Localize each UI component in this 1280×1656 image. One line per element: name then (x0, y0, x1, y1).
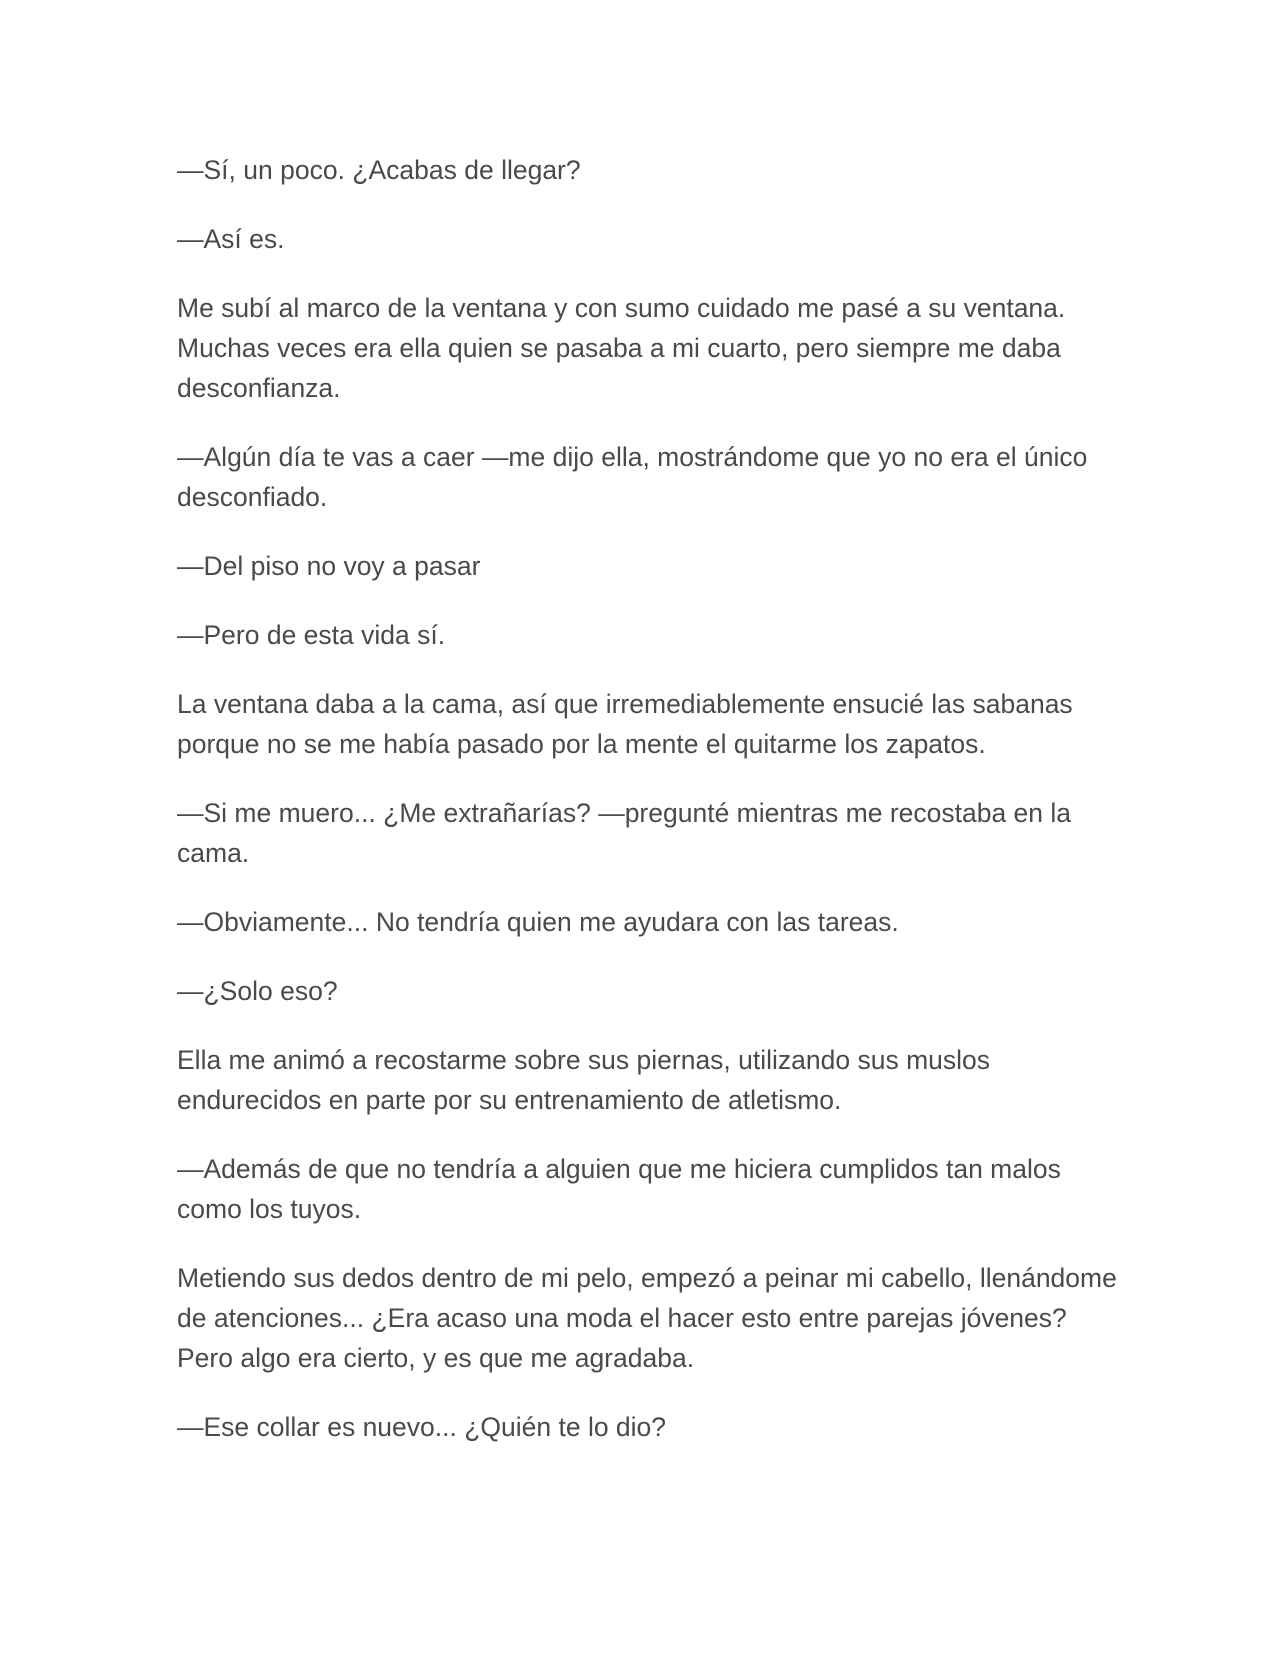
paragraph: —Si me muero... ¿Me extrañarías? —pregunté mientras me recostaba en la cama. (177, 798, 1072, 868)
paragraph: —Así es. (177, 224, 285, 254)
paragraph: Metiendo sus dedos dentro de mi pelo, empezó a peinar mi cabello, llenándome de atenciones... ¿Era acaso una moda el hacer esto entre parejas jóvenes? Pero algo era cierto, y es que me agradaba. (177, 1263, 1117, 1373)
paragraph: —Además de que no tendría a alguien que me hiciera cumplidos tan malos como los tuyos. (177, 1154, 1061, 1224)
paragraph: —Ese collar es nuevo... ¿Quién te lo dio? (177, 1412, 667, 1442)
paragraph: —¿Solo eso? (177, 976, 338, 1006)
paragraph: —Obviamente... No tendría quien me ayudara con las tareas. (177, 907, 899, 937)
paragraph: Ella me animó a recostarme sobre sus piernas, utilizando sus muslos endurecidos en parte por su entrenamiento de atletismo. (177, 1045, 991, 1115)
paragraph: La ventana daba a la cama, así que irremediablemente ensucié las sabanas porque no se me había pasado por la mente el quitarme los zapatos. (177, 689, 1073, 759)
paragraph: —Algún día te vas a caer —me dijo ella, mostrándome que yo no era el único desconfiado. (177, 442, 1088, 512)
document-page (177, 150, 1117, 1476)
paragraph: —Pero de esta vida sí. (177, 620, 446, 650)
paragraph: —Del piso no voy a pasar (177, 551, 481, 581)
paragraph: —Sí, un poco. ¿Acabas de llegar? (177, 155, 581, 185)
paragraph: Me subí al marco de la ventana y con sumo cuidado me pasé a su ventana. Muchas veces era ella quien se pasaba a mi cuarto, pero siempre me daba desconfianza. (177, 293, 1066, 403)
